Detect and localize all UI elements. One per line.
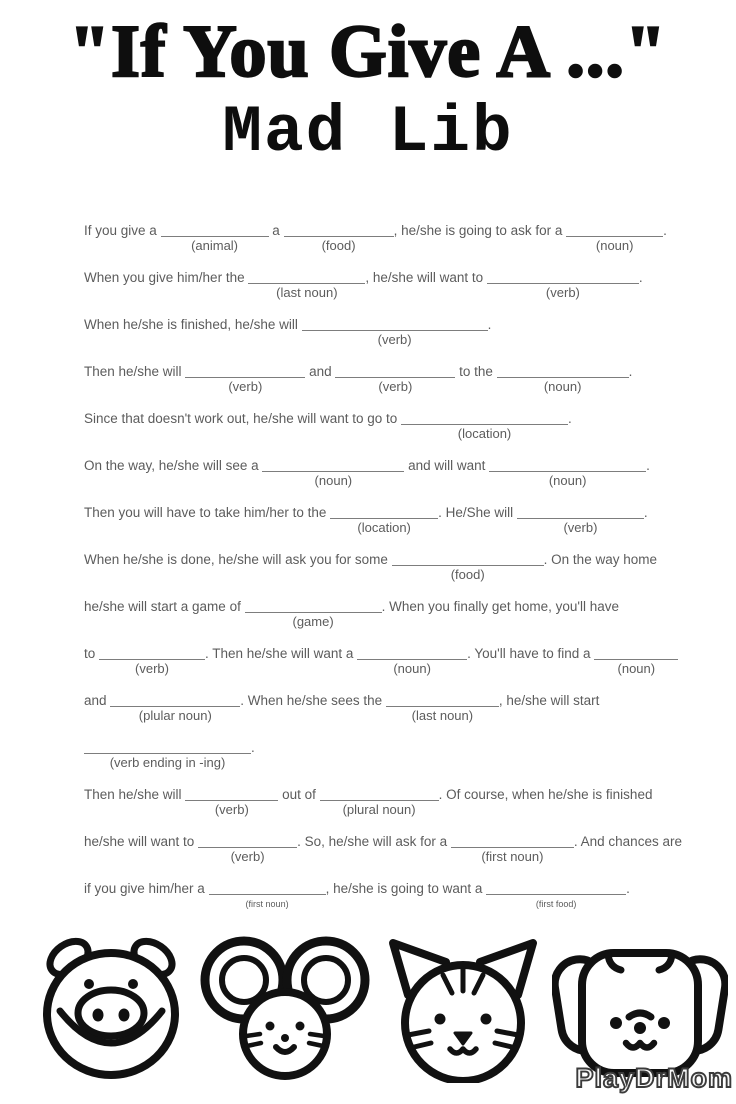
- blank-label: (first noun): [245, 899, 289, 909]
- blank-line: [84, 740, 251, 770]
- sentence-text: . Of course, when he/she is finished: [438, 787, 653, 802]
- sentence-text: and will want: [404, 458, 490, 473]
- blank-label: (noun): [314, 473, 353, 488]
- madlib-line: [84, 739, 680, 769]
- blank-line: [451, 834, 574, 864]
- sentence-text: he/she will start a game of: [84, 599, 245, 614]
- blank-line: [320, 787, 439, 817]
- madlib-line: [84, 598, 680, 628]
- blank-label: (first food): [535, 899, 577, 909]
- sentence-text: . So, he/she will ask for a: [297, 834, 451, 849]
- sentence-text: .: [643, 505, 648, 520]
- blank-label: (noun): [548, 473, 587, 488]
- blank-label: (verb): [377, 332, 412, 347]
- sentence-text: When you give him/her the: [84, 270, 249, 285]
- blank-label: (verb): [230, 849, 265, 864]
- sentence-text: , he/she is going to ask for a: [393, 223, 567, 238]
- blank-label: (first noun): [481, 849, 544, 864]
- dog-icon: [552, 933, 728, 1083]
- madlib-line: [84, 551, 680, 581]
- madlib-line: [84, 457, 680, 487]
- sentence-text: .: [568, 411, 572, 426]
- blank-line: [386, 693, 499, 723]
- page-title: "If You Give A ...": [69, 11, 667, 93]
- blank-label: (food): [450, 567, 485, 582]
- blank-line: [392, 552, 544, 582]
- sentence-text: . You'll have to find a: [467, 646, 595, 661]
- blank-label: (noun): [393, 661, 431, 676]
- blank-label: (verb): [135, 661, 169, 676]
- sentence-text: and: [305, 364, 336, 379]
- madlib-line: [84, 222, 680, 252]
- blank-line: [110, 693, 240, 723]
- sentence-text: . Then he/she will want a: [205, 646, 358, 661]
- blank-label: (noun): [543, 379, 582, 394]
- sentence-text: Then you will have to take him/her to the: [84, 505, 331, 520]
- sentence-text: , he/she is going to want a: [325, 881, 487, 896]
- blank-line: [517, 505, 644, 535]
- blank-label: (verb): [228, 379, 263, 394]
- blank-line: [489, 458, 646, 488]
- pig-icon: [32, 933, 188, 1081]
- sentence-text: .: [487, 317, 492, 332]
- madlib-line: [84, 363, 680, 393]
- madlib-line: [84, 316, 680, 346]
- blank-label: (verb ending in -ing): [109, 755, 226, 770]
- sentence-text: If you give a: [84, 223, 161, 238]
- madlib-line: [84, 833, 680, 863]
- blank-label: (plular noun): [138, 708, 212, 723]
- sentence-text: . When he/she sees the: [240, 693, 386, 708]
- sentence-text: On the way, he/she will see a: [84, 458, 263, 473]
- blank-line: [566, 223, 663, 253]
- sentence-text: to: [84, 646, 100, 661]
- blank-label: (verb): [214, 802, 249, 817]
- blank-line: [161, 223, 269, 253]
- blank-label: (noun): [595, 238, 634, 253]
- mouse-icon: [196, 933, 374, 1081]
- blank-label: (verb): [545, 285, 580, 300]
- blank-label: (verb): [378, 379, 413, 394]
- sentence-text: .: [628, 364, 633, 379]
- blank-line: [262, 458, 404, 488]
- sentence-text: When he/she is finished, he/she will: [84, 317, 302, 332]
- blank-label: (animal): [191, 238, 239, 253]
- madlib-line: [84, 880, 680, 910]
- blank-label: (location): [457, 426, 512, 441]
- sentence-text: .: [626, 881, 630, 896]
- madlib-line: [84, 692, 680, 722]
- blank-line: [185, 787, 278, 817]
- sentence-text: .: [638, 270, 643, 285]
- sentence-text: Then he/she will: [84, 787, 186, 802]
- sentence-text: .: [251, 740, 255, 755]
- blank-line: [198, 834, 297, 864]
- blank-label: (location): [357, 520, 411, 535]
- sentence-text: Then he/she will: [84, 364, 186, 379]
- sentence-text: a: [268, 223, 284, 238]
- sentence-text: When he/she is done, he/she will ask you for some: [84, 552, 392, 567]
- madlib-line: [84, 504, 680, 534]
- blank-line: [401, 411, 568, 441]
- blank-line: [335, 364, 455, 394]
- blank-line: [99, 646, 205, 676]
- blank-label: (game): [292, 614, 334, 629]
- sentence-text: . And chances are: [573, 834, 682, 849]
- sentence-text: if you give him/her a: [84, 881, 209, 896]
- madlib-line: [84, 786, 680, 816]
- sentence-text: . He/She will: [438, 505, 517, 520]
- sentence-text: .: [646, 458, 650, 473]
- sentence-text: .: [663, 223, 667, 238]
- sentence-text: Since that doesn't work out, he/she will want to go to: [84, 411, 402, 426]
- blank-label: (plural noun): [342, 802, 416, 817]
- blank-line: [330, 505, 438, 535]
- blank-line: [185, 364, 305, 394]
- blank-line: [594, 646, 678, 676]
- page-subtitle: Mad Lib: [222, 95, 514, 170]
- sentence-text: to the: [455, 364, 497, 379]
- sentence-text: . On the way home: [543, 552, 657, 567]
- blank-label: (verb): [563, 520, 598, 535]
- blank-label: (last noun): [276, 285, 338, 300]
- madlib-line: [84, 269, 680, 299]
- blank-label: (food): [321, 238, 356, 253]
- blank-line: [248, 270, 365, 300]
- blank-line: [302, 317, 488, 347]
- madlib-lines: [84, 222, 680, 910]
- sentence-text: he/she will want to: [84, 834, 199, 849]
- blank-label: (last noun): [411, 708, 474, 723]
- sentence-text: , he/she will start: [498, 693, 600, 708]
- sentence-text: . When you finally get home, you'll have: [381, 599, 620, 614]
- blank-label: (noun): [617, 661, 656, 676]
- blank-line: [357, 646, 467, 676]
- blank-line: [497, 364, 629, 394]
- cat-icon: [382, 933, 544, 1083]
- madlib-line: [84, 410, 680, 440]
- blank-line: [486, 881, 626, 909]
- madlib-line: [84, 645, 680, 675]
- sentence-text: , he/she will want to: [365, 270, 487, 285]
- sentence-text: out of: [278, 787, 320, 802]
- watermark: PlayDrMom: [575, 1063, 733, 1093]
- blank-line: [209, 881, 326, 909]
- blank-line: [284, 223, 394, 253]
- blank-line: [487, 270, 639, 300]
- blank-line: [245, 599, 382, 629]
- sentence-text: and: [84, 693, 111, 708]
- animal-row: [32, 933, 728, 1083]
